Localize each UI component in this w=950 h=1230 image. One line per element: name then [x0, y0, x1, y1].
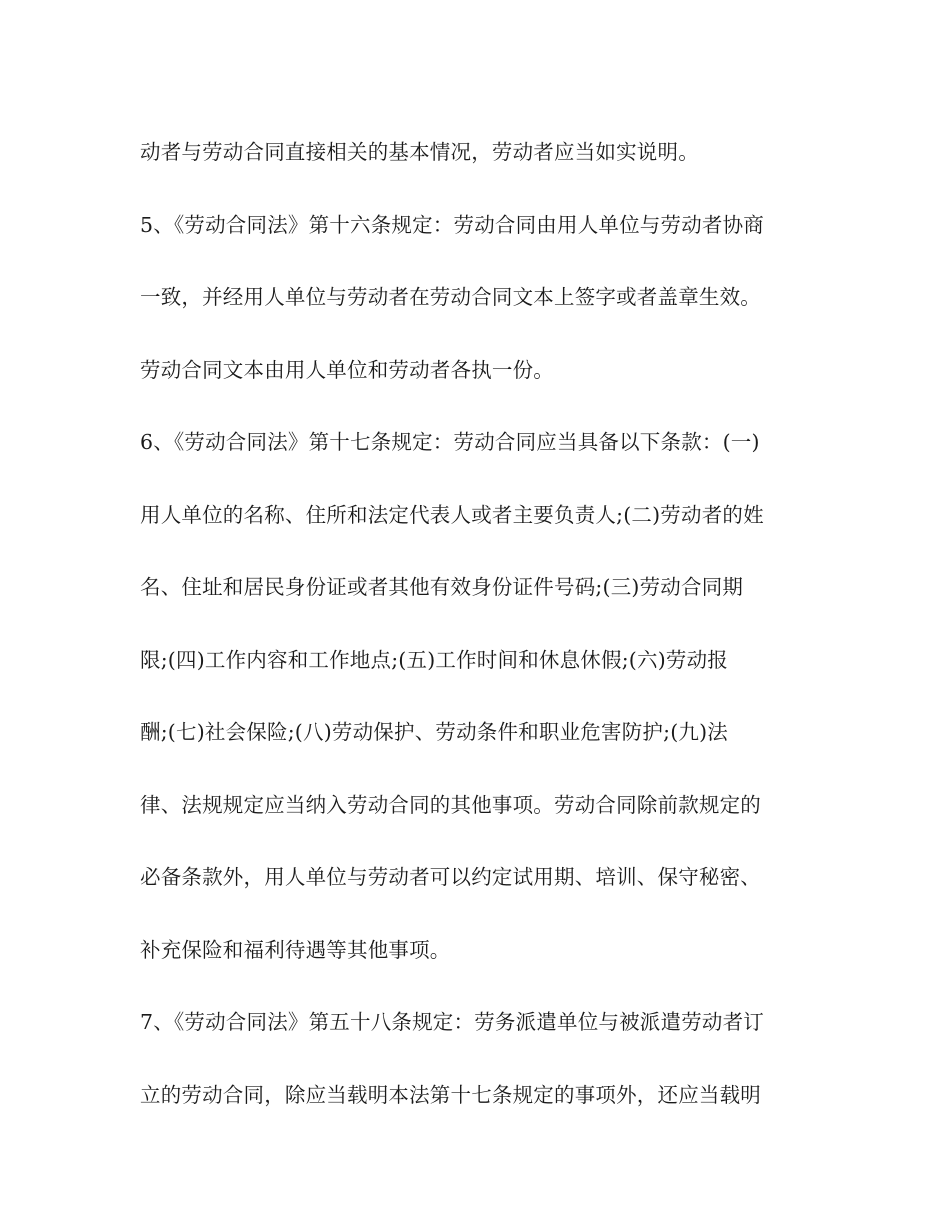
text-line-14: 立的劳动合同，除应当载明本法第十七条规定的事项外，还应当载明	[140, 1082, 761, 1107]
text-line-5: 6、《劳动合同法》第十七条规定：劳动合同应当具备以下条款：(一)	[140, 430, 760, 454]
text-line-9: 酬;(七)社会保险;(八)劳动保护、劳动条件和职业危害防护;(九)法	[140, 720, 729, 744]
text-line-10: 律、法规规定应当纳入劳动合同的其他事项。劳动合同除前款规定的	[140, 792, 761, 817]
text-line-13: 7、《劳动合同法》第五十八条规定：劳务派遣单位与被派遣劳动者订	[140, 1010, 764, 1034]
text-line-6: 用人单位的名称、住所和法定代表人或者主要负责人;(二)劳动者的姓	[140, 502, 764, 527]
text-line-7: 名、住址和居民身份证或者其他有效身份证件号码;(三)劳动合同期	[140, 575, 744, 599]
text-line-1: 动者与劳动合同直接相关的基本情况，劳动者应当如实说明。	[140, 140, 699, 164]
text-line-11: 必备条款外，用人单位与劳动者可以约定试用期、培训、保守秘密、	[140, 865, 761, 889]
document-body	[140, 116, 820, 1131]
text-line-3: 一致，并经用人单位与劳动者在劳动合同文本上签字或者盖章生效。	[140, 285, 761, 309]
text-line-12: 补充保险和福利待遇等其他事项。	[140, 937, 451, 962]
text-line-4: 劳动合同文本由用人单位和劳动者各执一份。	[140, 357, 554, 382]
text-line-8: 限;(四)工作内容和工作地点;(五)工作时间和休息休假;(六)劳动报	[140, 647, 729, 672]
text-line-2: 5、《劳动合同法》第十六条规定：劳动合同由用人单位与劳动者协商	[140, 212, 764, 237]
